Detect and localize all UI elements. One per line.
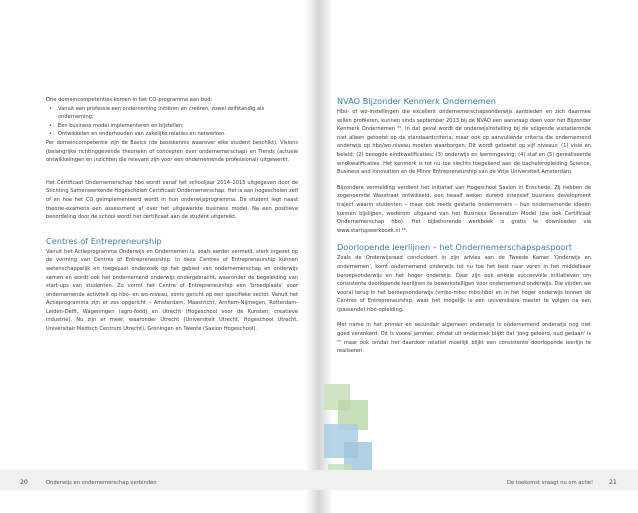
page-number-left: 20: [20, 479, 28, 486]
list-item: • Vanuit een professie een onderneming initiëren en creëren, zowel zelfstandig als onderneming;: [58, 105, 298, 122]
left-text-column: [46, 96, 298, 341]
page-number-right: 21: [609, 479, 617, 486]
intro-text: Drie domeincompetenties komen in het CO-programma aan bod:: [46, 97, 213, 103]
section-heading-nvao: NVAO Bijzonder Kenmerk Ondernemen: [337, 96, 496, 106]
footer-title-left: Onderwijs en ondernemerschap verbinden: [46, 480, 157, 486]
competence-list: [46, 105, 298, 139]
paragraph-saxion: Bijzondere vermelding verdient het initiatief van Hogeschool Saxion in Enschede. Zij hebben de zogenoemde Wasstraat ontwikkeld, een twaalf weken durend intensief business development traject waarin studenten – maar ook reeds gestarte ondernemers – hun ondernemende ideeën kunnen bijslijpen, wederom uitgaand van het Business Generation Model (zie ook Certificaat Ondernemerschap hbo). Het bijbehorende werkboek is gratis te downloaden via www.startupwerkboek.nl ²⁶.: [337, 184, 591, 234]
right-page: [319, 0, 638, 513]
list-item-continuation: onderneming;: [58, 114, 94, 121]
paragraph-centres: Vanuit het Actieprogramma Onderwijs en Ondernemen is, zoals eerder vermeld, sterk ingezet op de vorming van Centres of Entrepreneurship. In deze Centres of Entrepreneurship kunnen wetenschappelijk en toegepast onderzoek op het gebied van ondernemerschap en onderwijs samen en wordt ook het ondernemend onderwijs ondergebracht, waaronder de begeleiding van start-ups van studenten. Zo vormt het Centre of Entrepreneurship een 'broedplaats' voor ondernemende activiteit op hbo- en wo-niveau, soms gericht op een specifieke sector. Vanuit het Actieprogramma zijn er zes opgericht – Amsterdam, Maastricht, Arnhem-Nijmegen, Rotterdam-Leiden-Delft, Wageningen (agro-food) en Utrecht (Hogeschool voor de Kunsten; creatieve industrie). Nu zijn er meer, waaronder Utrecht (Universiteit Utrecht, Hogeschool Utrecht, Universitair Medisch Centrum Utrecht), Groningen en Twente (Saxion Hogeschool).: [46, 248, 298, 333]
paragraph-certificate: Het Certificaat Ondernemerschap hbo wordt vanaf het schooljaar 2014–2015 uitgegeven door de Stichting Samenwerkende Hogescholen Certificaat Ondernemerschap. Het is aan hogescholen zelf of en hoe het CO geïmplementeerd wordt in hun onderwijsprogramma. De student legt naast theorie-examens een assessment af over het uitgewerkte business model. Na een positieve beoordeling door de school wordt het certificaat aan de student uitgereikt.: [46, 179, 298, 221]
gutter-shadow-left: [305, 0, 319, 513]
paragraph-competencies: Per domeincompetentie zijn de Basics (de basiskennis waarover elke student beschikt), Visions (belangrijke richtinggevende theorieën of concepten over ondernemerschap) en Trends (actuele ontwikkelingen en inzichten die relevant zijn voor een ondernemende professional) uitgewerkt.: [46, 139, 298, 164]
paragraph-primary-education: Met name in het primair en secundair algemeen onderwijs is ondernemend onderwijs nog niet goed verankerd. Dit is vooral jammer, omdat uit onderzoek blijkt dat 'jong geleerd, oud gedaan' is ²⁷ maar ook omdat het daardoor relatief moeilijk blijkt een consistente doorlopende leerlijn te realiseren.: [337, 322, 591, 355]
section-heading-centres: Centres of Entrepreneurship: [46, 235, 162, 246]
section-heading-leerlijnen: Doorlopende leerlijnen – het Ondernemerschapspaspoort: [337, 242, 572, 253]
list-item: • Een business model implementeren en bijstellen;: [58, 122, 298, 131]
paragraph-leerlijnen: Zoals de Onderwijsraad concludeert in zijn advies aan de Tweede Kamer 'Onderwijs en ondernemen', komt ondernemend onderwijs tot nu toe het best naar voren in het middelbaar beroepsonderwijs en het hoger onderwijs. Daar zijn ook enkele succesvolle initiatieven om consistente doorlopende leerlijnen te bewerkstelligen voor ondernemend onderwijs. Die vinden we vooral terug in het beroepsonderwijs (vmbo-mbo; mbo-hbo) en in het hoger onderwijs binnen de Centres of Entrepreneurship, waar het mogelijk is een universitaire master te volgen na een (passende) hbo-opleiding.: [337, 255, 591, 313]
paragraph-nvao: Hbo- of wo-instellingen die excellent ondernemerschapsonderwijs aanbieden en zich daarmee willen profileren, kunnen sinds september 2013 bij de NVAO een aanvraag doen voor het Bijzonder Kenmerk Ondernemen ²⁵. In dat geval wordt de onderwijsinstelling bij de volgende visitatieronde niet alleen getoetst op de standaardcriteria, maar ook op aanvullende criteria die ondernemend onderwijs op hbo/wo-niveau moeten waarborgen. Dit wordt getoetst op vijf niveaus: (1) visie en beleid; (2) beoogde eindkwalificaties; (3) onderwijs en leeromgeving; (4) staf en (5) gerealiseerde eindkwalificaties. Het kenmerk is tot nu toe slechts toegekend aan de bacheloropleiding Science, Business and Innovation en de Minor Entrepreneurship van de Vrije Universiteit Amsterdam.: [337, 109, 591, 176]
footer-title-right: De toekomst vraagt nu om actie!: [507, 480, 594, 486]
list-item: • Ontwikkelen en onderhouden van zakelijke relaties en netwerken.: [58, 130, 298, 139]
right-text-column: [337, 96, 591, 363]
